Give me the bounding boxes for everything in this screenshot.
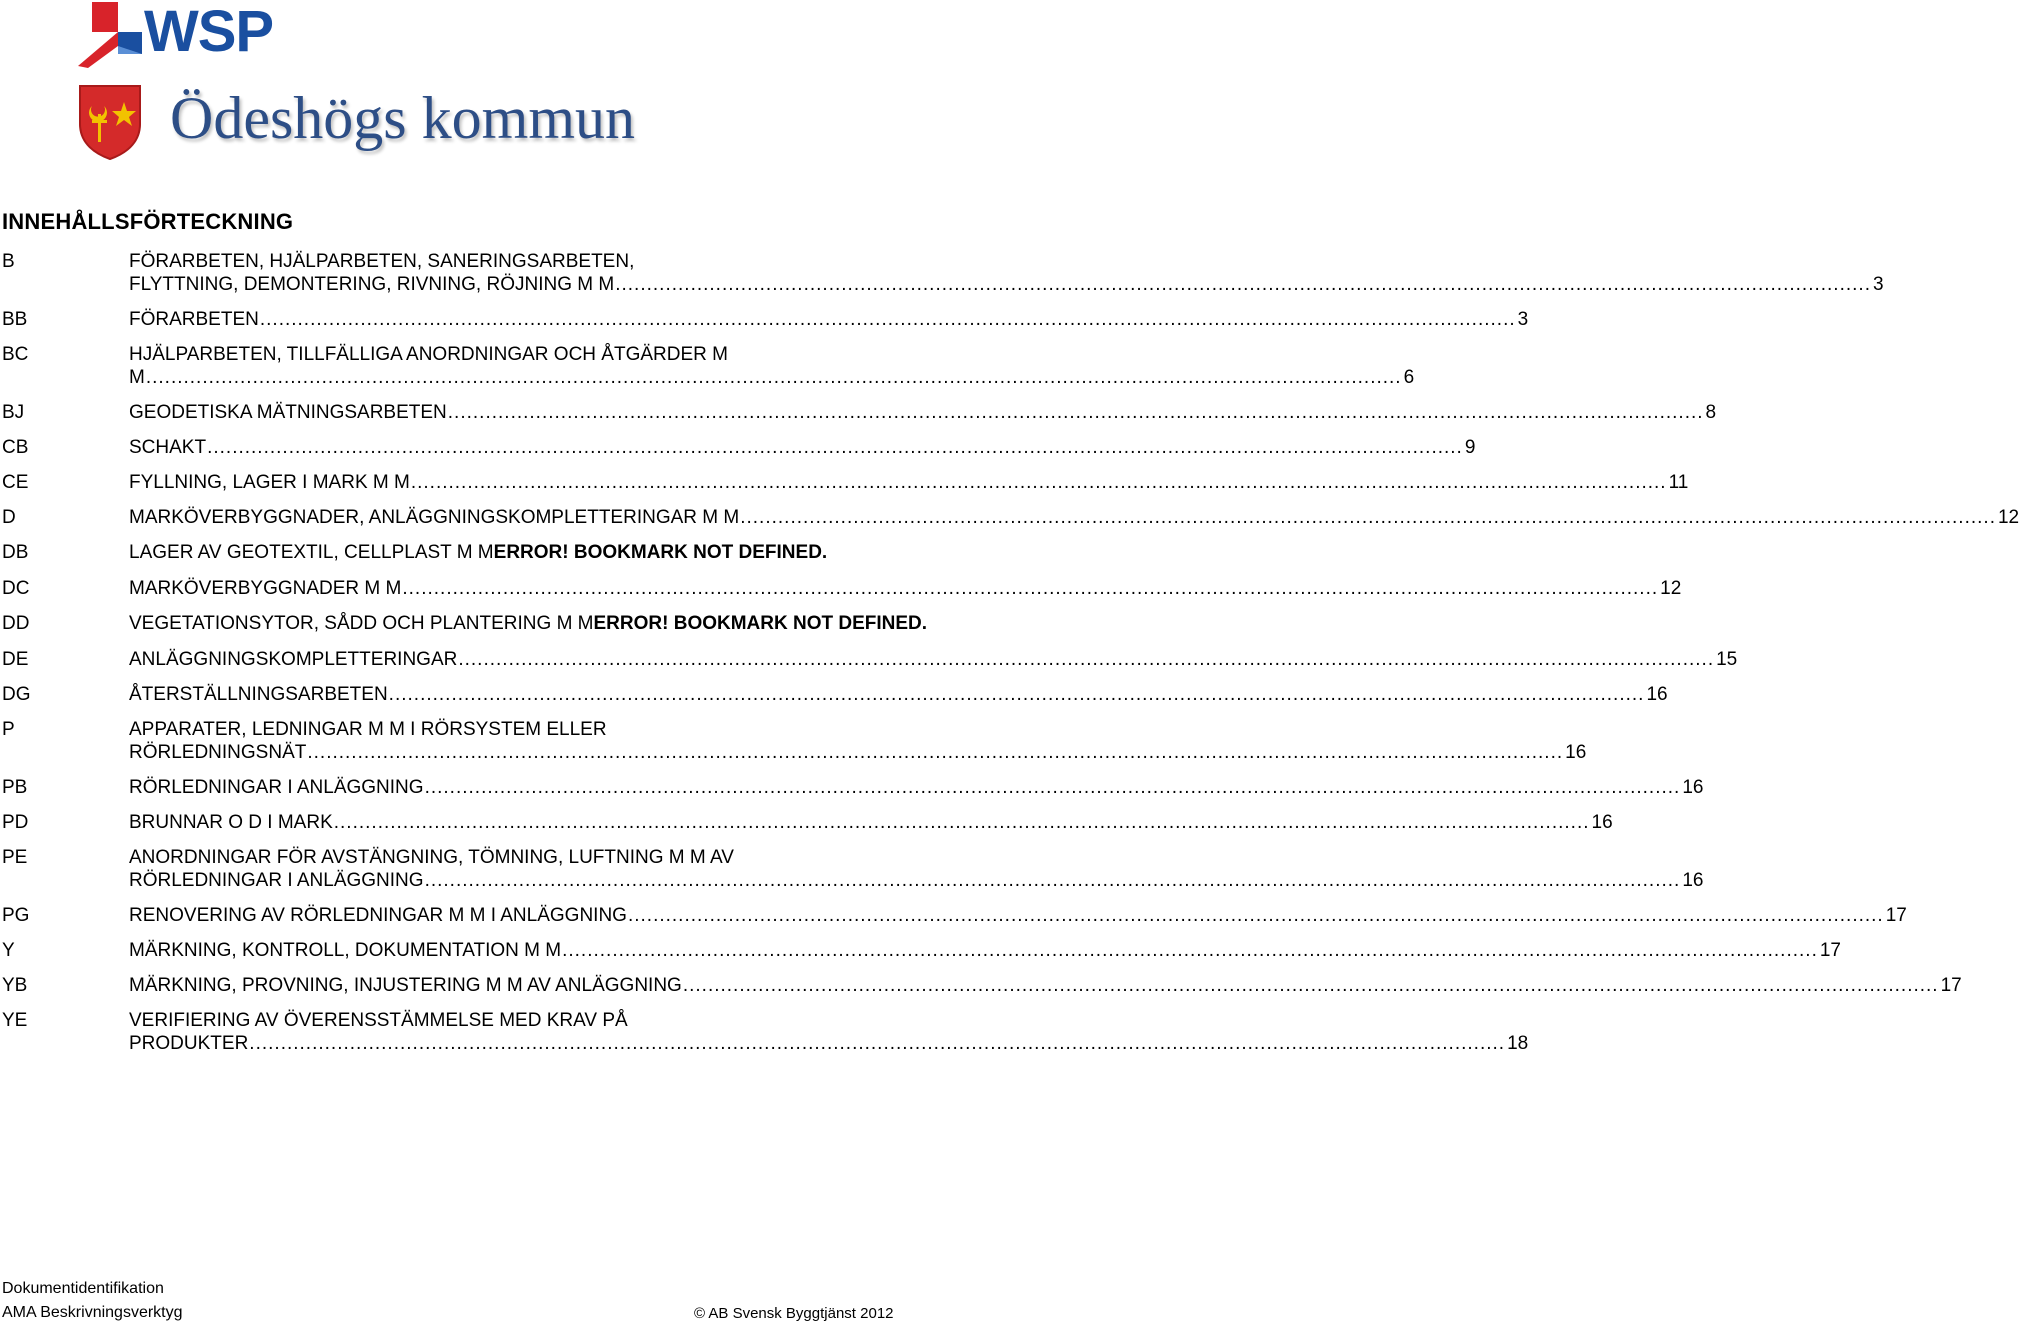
toc-entry-title [129,846,1704,892]
toc-entry-code: PD [2,812,29,833]
toc-entry-title-line: RÖRLEDNINGSNÄT [129,742,307,763]
toc-entry-code: BJ [2,402,25,423]
toc-entry-code: DG [2,684,31,705]
municipality-name: Ödeshögs kommun [170,85,635,151]
toc-entry-code: DC [2,578,30,599]
toc-entry-title-line: VERIFIERING AV ÖVERENSSTÄMMELSE MED KRAV PÅ [129,1010,628,1031]
toc-entry-code: DD [2,613,30,634]
toc-entry-page: 17 [1819,940,1841,961]
dot-leader: ........................................................................................................................................................................................................ [615,274,1871,295]
toc-entry-title [129,612,928,635]
toc-entry-page: 15 [1716,649,1738,670]
footer-document-name: AMA Beskrivningsverktyg [2,1304,183,1321]
toc-entry-title-line: FLYTTNING, DEMONTERING, RIVNING, RÖJNING M M [129,274,615,295]
toc-entry-page: 16 [1591,812,1613,833]
toc-entry-title-line: RÖRLEDNINGAR I ANLÄGGNING [129,777,424,798]
footer-doc-id-label: Dokumentidentifikation [2,1280,164,1297]
toc-entry-title-line: M [129,367,145,388]
toc-entry-title [129,436,1476,459]
toc-entry-title-line: FÖRARBETEN, HJÄLPARBETEN, SANERINGSARBETEN, [129,251,635,272]
toc-entry-title-line: MARKÖVERBYGGNADER, ANLÄGGNINGSKOMPLETTERINGAR M M [129,507,740,528]
toc-entry-code: B [2,251,15,272]
wsp-logo-text: WSP [144,0,274,64]
dot-leader: ........................................................................................................................................................................................................ [447,402,1704,423]
dot-leader: ........................................................................................................................................................................................................ [627,905,1884,926]
toc-entry-title [129,939,1841,962]
dot-leader: ........................................................................................................................................................................................................ [145,367,1402,388]
toc-entry-title [129,1009,1529,1055]
dot-leader: ........................................................................................................................................................................................................ [249,1033,1506,1054]
toc-entry-title-line: APPARATER, LEDNINGAR M M I RÖRSYSTEM ELLER [129,719,607,740]
toc-entry-title-line: LAGER AV GEOTEXTIL, CELLPLAST M M [129,542,494,563]
footer-copyright: © AB Svensk Byggtjänst 2012 [694,1305,894,1322]
toc-entry-page: 16 [1646,684,1668,705]
toc-entry-title [129,250,1884,296]
toc-entry-page: 18 [1507,1033,1529,1054]
toc-entry-title [129,308,1529,331]
toc-entry-title [129,776,1704,799]
dot-leader: ........................................................................................................................................................................................................ [410,472,1667,493]
toc-entry-title [129,904,1907,927]
toc-entry-page: 12 [1997,507,2019,528]
dot-leader: ........................................................................................................................................................................................................ [388,684,1645,705]
toc-entry-title [129,401,1717,424]
toc-entry-title-line: ANORDNINGAR FÖR AVSTÄNGNING, TÖMNING, LUFTNING M M AV [129,847,734,868]
toc-entry-title-line: HJÄLPARBETEN, TILLFÄLLIGA ANORDNINGAR OCH ÅTGÄRDER M [129,344,728,365]
toc-entry-title-line: MÄRKNING, KONTROLL, DOKUMENTATION M M [129,940,562,961]
toc-entry-title [129,506,2019,529]
toc-entry-page: 16 [1682,870,1704,891]
toc-entry-code: Y [2,940,15,961]
toc-entry-title-line: ANLÄGGNINGSKOMPLETTERINGAR [129,649,458,670]
toc-entry-code: P [2,719,15,740]
toc-entry-code: CE [2,472,29,493]
toc-entry-code: BB [2,309,28,330]
toc-heading: INNEHÅLLSFÖRTECKNING [2,209,294,234]
dot-leader: ........................................................................................................................................................................................................ [259,309,1516,330]
toc-entry-page: 3 [1872,274,1884,295]
toc-entry-title [129,718,1587,764]
toc-entry-title-line: GEODETISKA MÄTNINGSARBETEN [129,402,447,423]
dot-leader: ........................................................................................................................................................................................................ [307,742,1564,763]
toc-entry-page: 8 [1705,402,1717,423]
toc-entry-page: 16 [1565,742,1587,763]
wsp-logo [78,2,293,68]
toc-entry-title-line: FÖRARBETEN [129,309,259,330]
wsp-logo-mark-icon [78,2,142,68]
toc-entry-code: CB [2,437,29,458]
toc-entry-title [129,541,828,564]
toc-entry-page: 17 [1940,975,1962,996]
municipality-logo [78,84,678,164]
toc-entry-title-line: FYLLNING, LAGER I MARK M M [129,472,410,493]
toc-entry-title [129,811,1613,834]
toc-entry-title-line: ÅTERSTÄLLNINGSARBETEN [129,684,388,705]
dot-leader: ........................................................................................................................................................................................................ [424,777,1681,798]
toc-entry-title-line: PRODUKTER [129,1033,249,1054]
dot-leader: ........................................................................................................................................................................................................ [458,649,1715,670]
toc-entry-title-line: BRUNNAR O D I MARK [129,812,333,833]
toc-entry-code: YB [2,975,28,996]
toc-entry-page: 12 [1660,578,1682,599]
dot-leader: ........................................................................................................................................................................................................ [740,507,1996,528]
dot-leader: ........................................................................................................................................................................................................ [333,812,1590,833]
dot-leader: ........................................................................................................................................................................................................ [207,437,1463,458]
bookmark-error-text: ERROR! BOOKMARK NOT DEFINED. [493,542,828,563]
toc-entry-page: 16 [1682,777,1704,798]
toc-entry-page: 6 [1403,367,1415,388]
dot-leader: ........................................................................................................................................................................................................ [402,578,1659,599]
toc-entry-code: PB [2,777,28,798]
toc-entry-title-line: MARKÖVERBYGGNADER M M [129,578,402,599]
toc-entry-title [129,683,1668,706]
toc-entry-page: 3 [1517,309,1529,330]
toc-entry-title [129,648,1738,671]
toc-entry-title [129,471,1689,494]
dot-leader: ........................................................................................................................................................................................................ [562,940,1818,961]
toc-entry-title-line: RENOVERING AV RÖRLEDNINGAR M M I ANLÄGGNING [129,905,627,926]
bookmark-error-text: ERROR! BOOKMARK NOT DEFINED. [593,613,928,634]
dot-leader: ........................................................................................................................................................................................................ [682,975,1939,996]
toc-entry-title-line: VEGETATIONSYTOR, SÅDD OCH PLANTERING M M [129,613,594,634]
toc-entry-code: DE [2,649,29,670]
toc-entry-title-line: MÄRKNING, PROVNING, INJUSTERING M M AV ANLÄGGNING [129,975,682,996]
toc-entry-page: 9 [1464,437,1476,458]
toc-entry-code: D [2,507,16,528]
toc-entry-code: PE [2,847,28,868]
toc-entry-code: BC [2,344,29,365]
toc-entry-page: 11 [1668,472,1689,493]
toc-entry-code: DB [2,542,29,563]
coat-of-arms-icon [78,84,142,160]
toc-entry-title [129,974,1962,997]
toc-entry-title [129,343,1415,389]
toc-entry-title-line: SCHAKT [129,437,207,458]
dot-leader: ........................................................................................................................................................................................................ [424,870,1681,891]
toc-entry-title [129,577,1682,600]
toc-entry-page: 17 [1885,905,1907,926]
toc-entry-title-line: RÖRLEDNINGAR I ANLÄGGNING [129,870,424,891]
toc-entry-code: PG [2,905,30,926]
toc-entry-code: YE [2,1010,28,1031]
